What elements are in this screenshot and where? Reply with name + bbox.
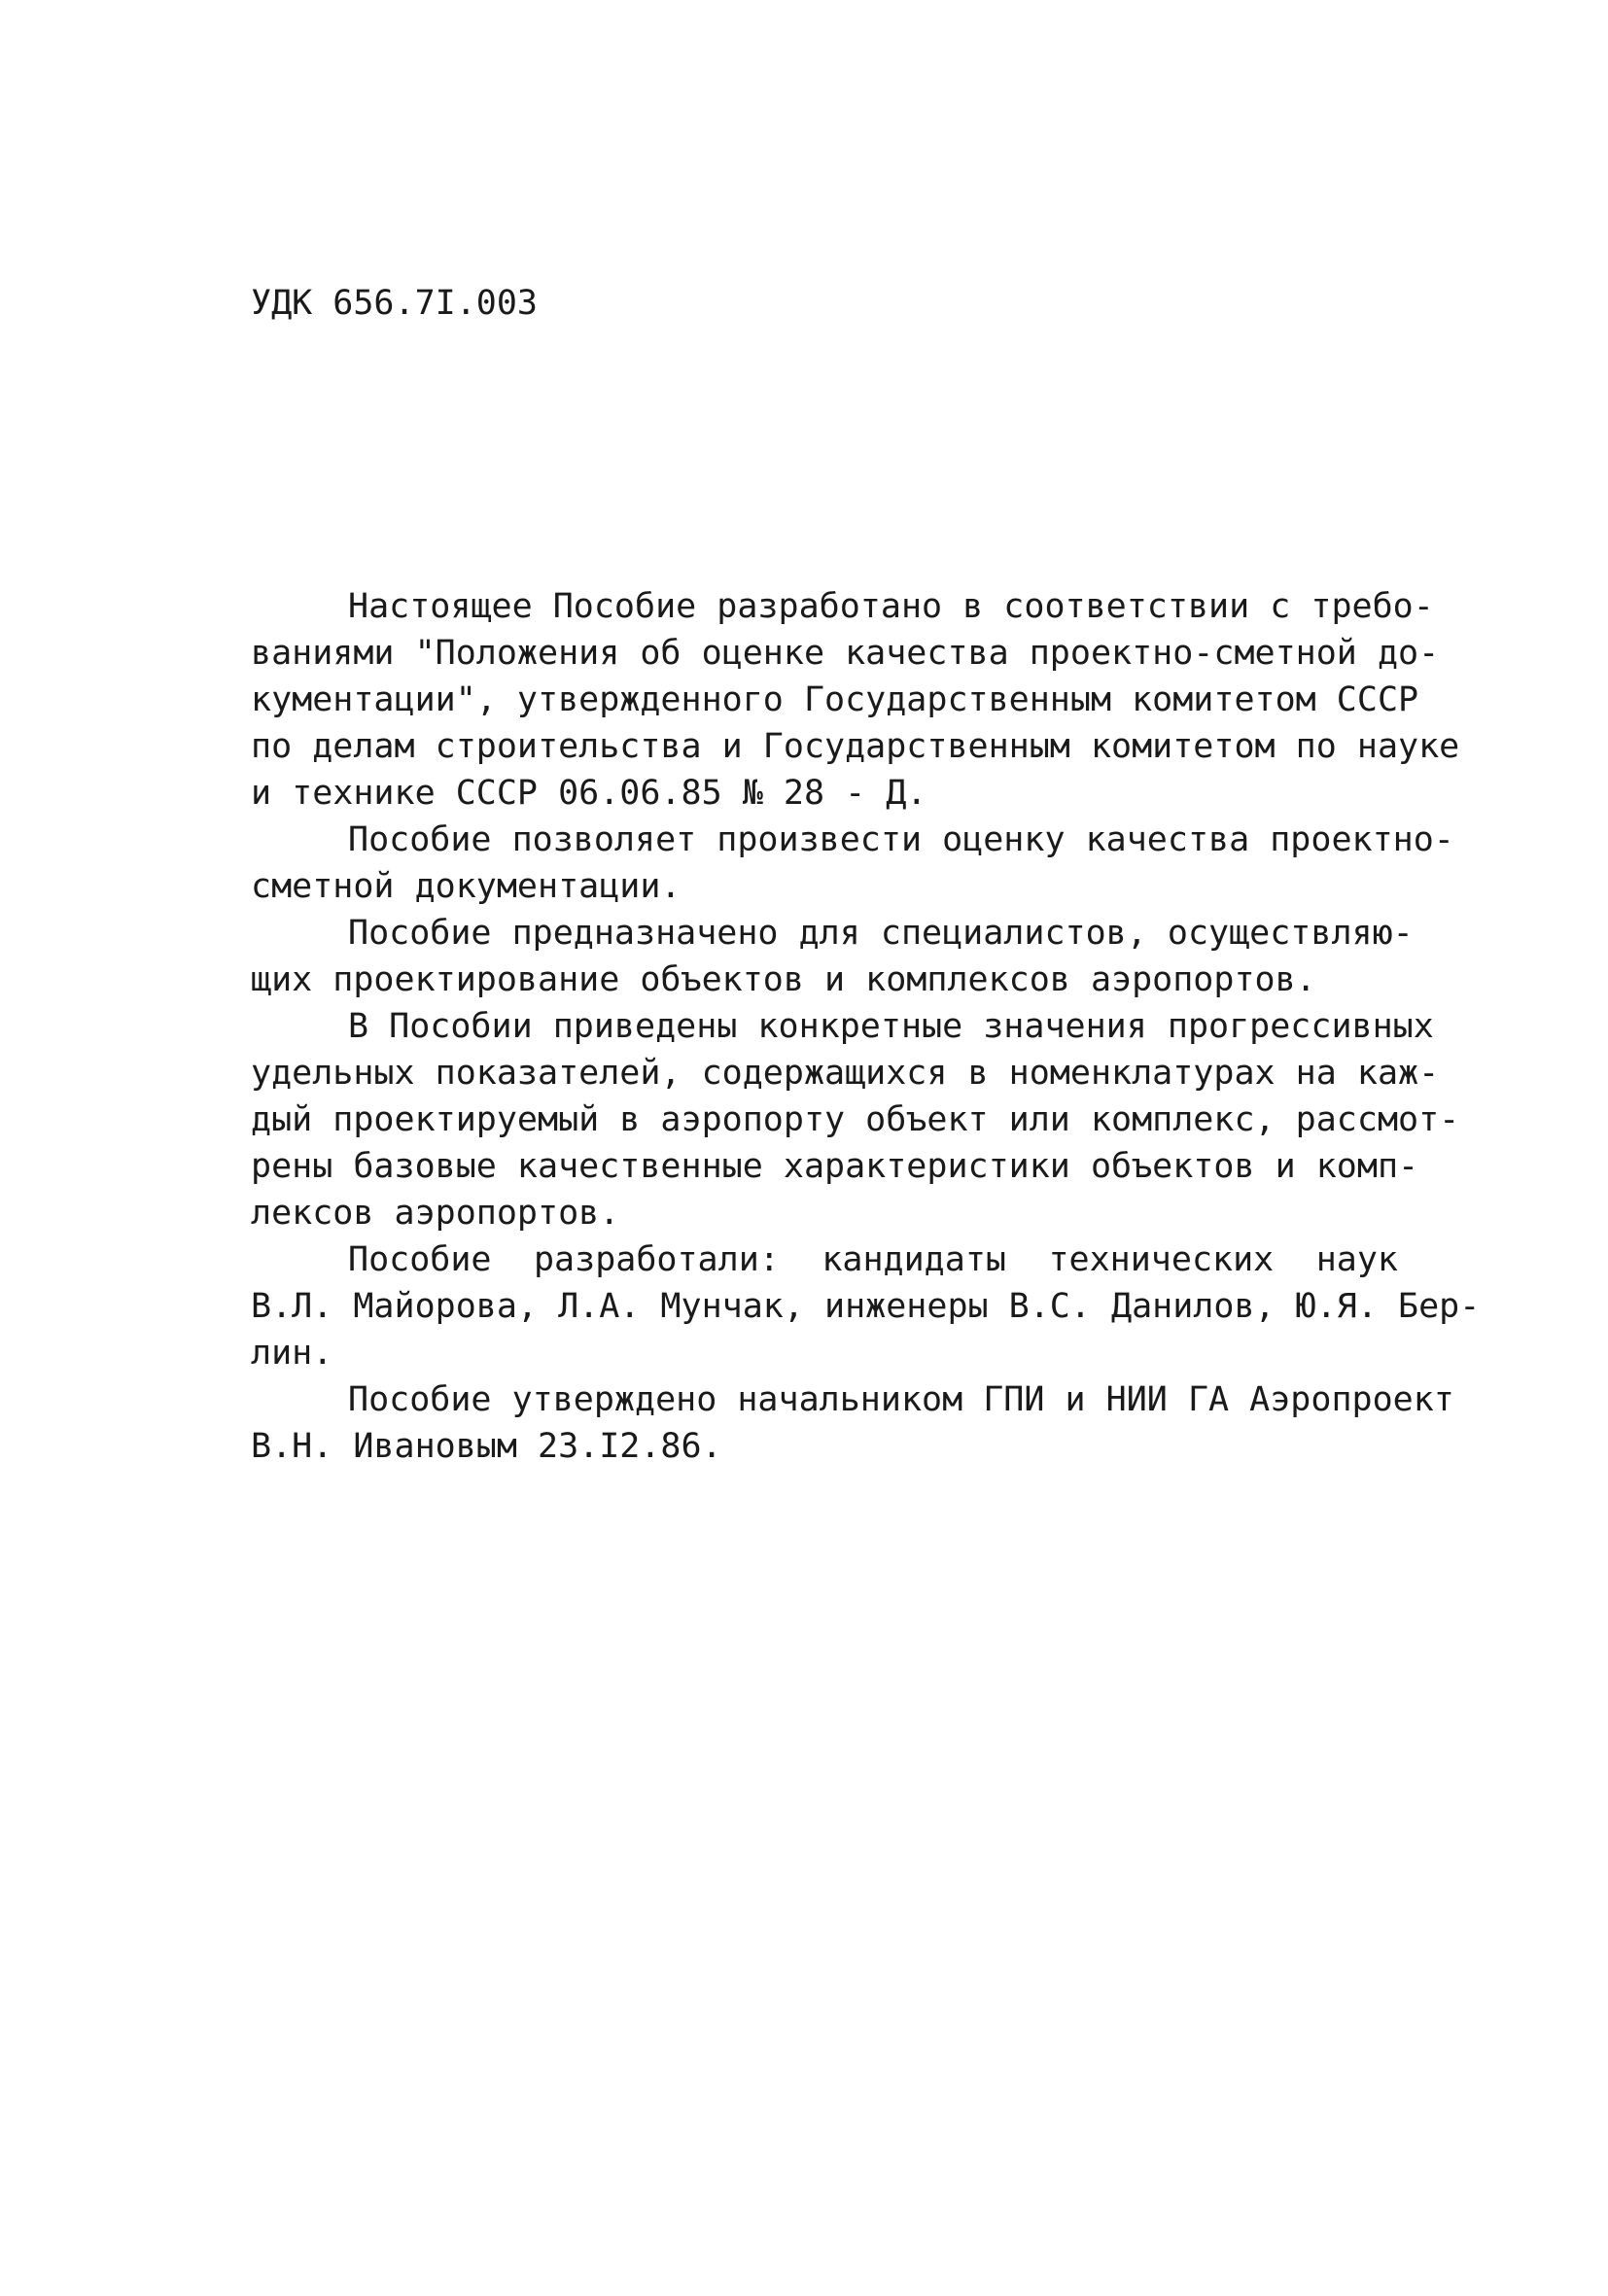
text-line: Пособие разработали: кандидаты технических наук <box>348 1240 1398 1279</box>
text-line: по делам строительства и Государственным комитетом по науке <box>251 727 1460 766</box>
text-line: Пособие предназначено для специалистов, осуществляю- <box>348 914 1414 953</box>
document-body <box>251 583 1481 1470</box>
text-line: В.Л. Майорова, Л.А. Мунчак, инженеры В.С. Данилов, Ю.Я. Бер- <box>251 1287 1481 1326</box>
text-line: лин. <box>251 1334 333 1373</box>
text-line: щих проектирование объектов и комплексов аэропортов. <box>251 960 1316 999</box>
text-line: кументации", утвержденного Государственным комитетом СССР <box>251 680 1419 719</box>
udk-code: УДК 656.7I.003 <box>251 284 539 323</box>
text-line: Пособие позволяет произвести оценку качества проектно- <box>348 820 1454 859</box>
text-line: Настоящее Пособие разработано в соответствии с требо- <box>348 587 1434 626</box>
text-line: В Пособии приведены конкретные значения прогрессивных <box>348 1007 1434 1046</box>
text-line: Пособие утверждено начальником ГПИ и НИИ ГА Аэропроект <box>348 1380 1454 1419</box>
text-line: В.Н. Ивановым 23.I2.86. <box>251 1427 722 1466</box>
text-line: рены базовые качественные характеристики объектов и комп- <box>251 1147 1419 1186</box>
text-line: сметной документации. <box>251 867 682 906</box>
text-line: удельных показателей, содержащихся в номенклатурах на каж- <box>251 1054 1440 1093</box>
text-line: лексов аэропортов. <box>251 1194 620 1233</box>
text-line: дый проектируемый в аэропорту объект или комплекс, рассмот- <box>251 1100 1460 1139</box>
text-line: и технике СССР 06.06.85 № 28 - Д. <box>251 774 927 813</box>
text-line: ваниями "Положения об оценке качества проектно-сметной до- <box>251 634 1440 673</box>
